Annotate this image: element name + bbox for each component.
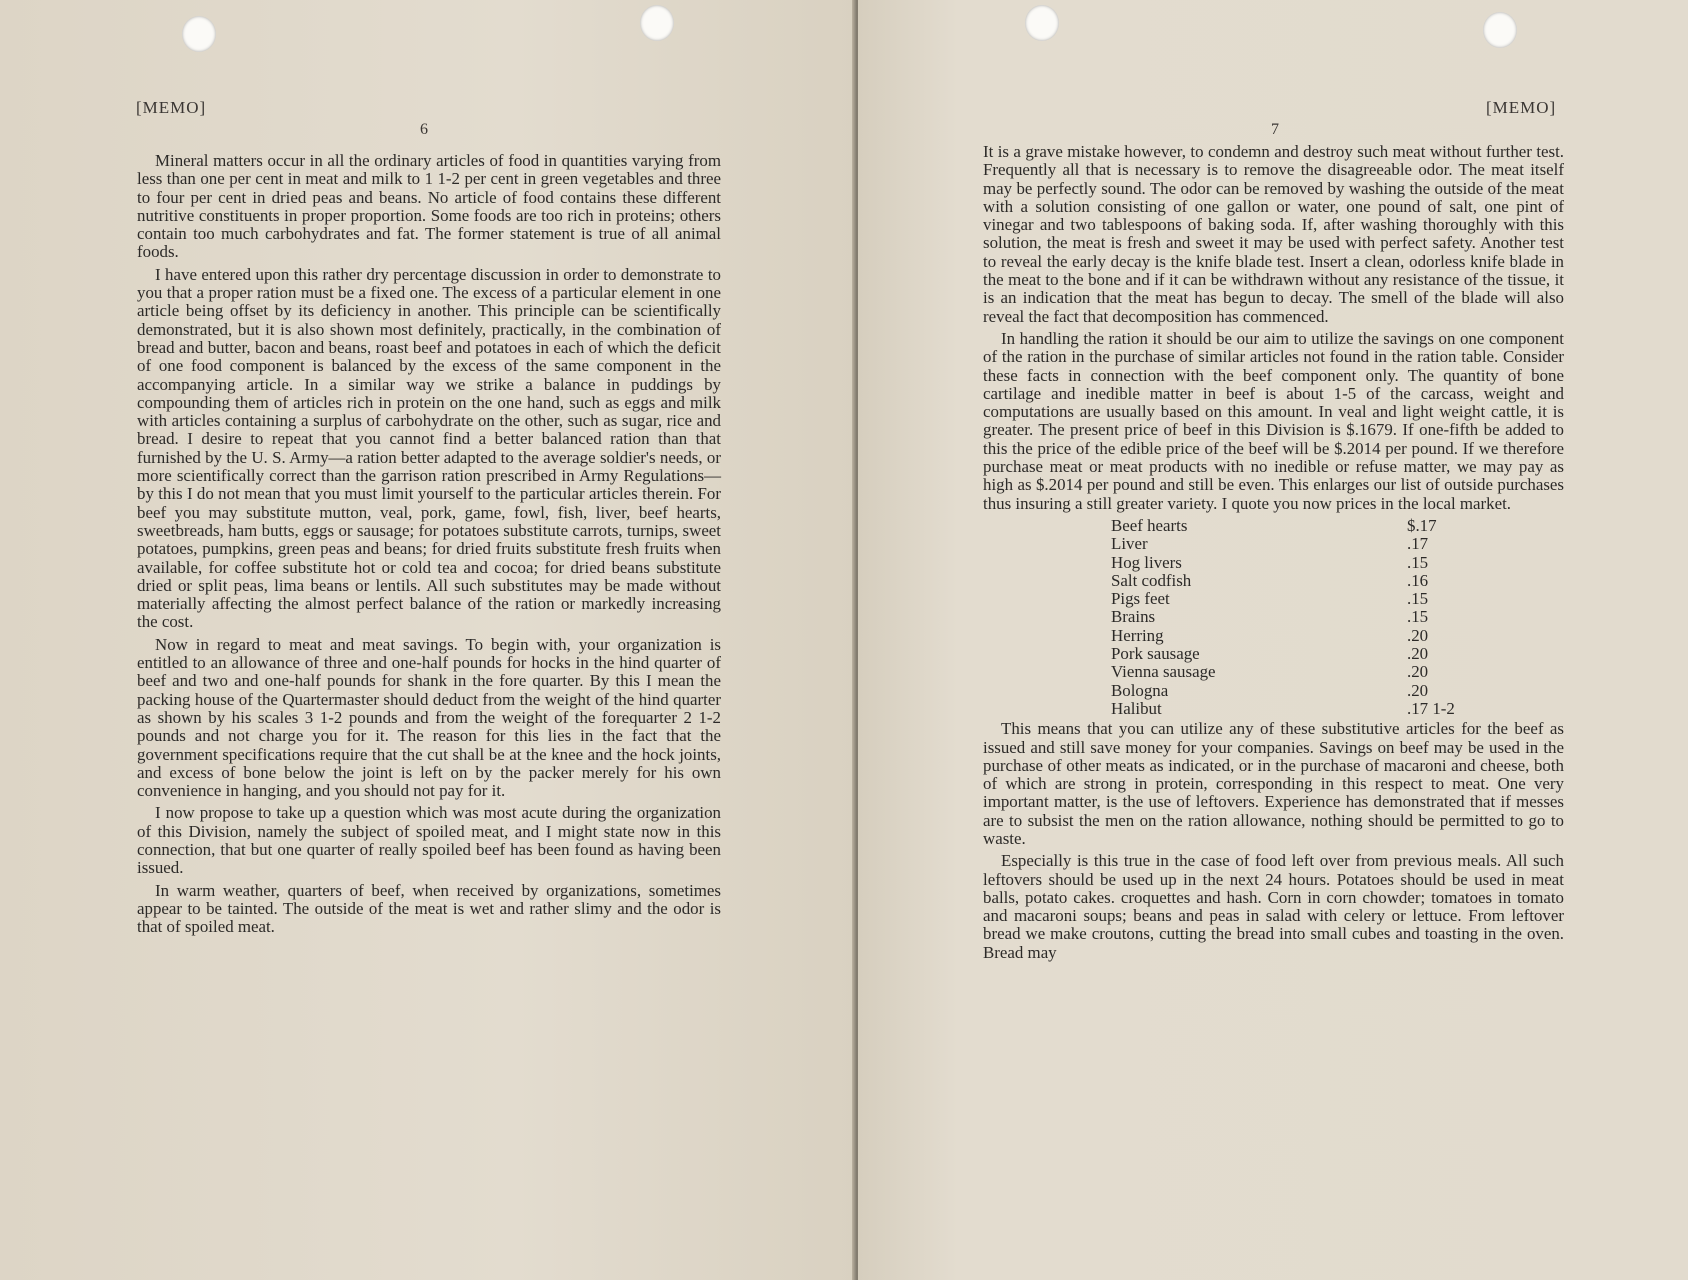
price-row — [1111, 554, 1455, 572]
page-number: 6 — [420, 121, 428, 138]
paragraph: In warm weather, quarters of beef, when received by organizations, sometimes appear to be tainted. The outside of the meat is wet and rather slimy and the odor is that of spoiled meat. — [137, 880, 721, 937]
price-value: .17 — [1407, 534, 1429, 554]
price-row — [1111, 663, 1455, 681]
punch-hole — [182, 16, 216, 52]
price-list — [1111, 517, 1455, 718]
price-value: .15 — [1407, 552, 1429, 572]
price-row — [1111, 645, 1455, 663]
price-row — [1111, 682, 1455, 700]
paragraph: Mineral matters occur in all the ordinary articles of food in quantities varying from less than one per cent in meat and milk to 1 1-2 per cent in green vegetables and three to four per cent in dried peas and beans. No article of food contains these different nutritive constituents in proper proportion. Some foods are too rich in proteins; others contain too much carbohydrates and fat. The former statement is true of all animal foods. — [137, 151, 721, 262]
paragraph: In handling the ration it should be our aim to utilize the savings on one component of the ration in the purchase of similar articles not found in the ration table. Consider these facts in connection with the beef component only. The quantity of bone cartilage and inedible matter in beef is about 1-5 of the carcass, weight and computations are usually based on this amount. In veal and light weight cattle, it is greater. The present price of beef in this Division is $.1679. If one-fifth be added to this the price of the edible price of the beef will be $.2014 per pound. If we therefore purchase meat or meat products with no inedible or refuse matter, we may pay as high as $.2014 per pound and still be even. This enlarges our list of outside purchases thus insuring a still greater variety. I quote you now prices in the local market. — [983, 328, 1564, 513]
left-body-text — [137, 152, 721, 940]
price-value: .20 — [1407, 662, 1429, 682]
price-value: .20 — [1407, 625, 1429, 645]
price-row — [1111, 572, 1455, 590]
punch-hole — [640, 5, 674, 41]
price-row — [1111, 590, 1455, 608]
price-row — [1111, 700, 1455, 718]
price-row — [1111, 517, 1455, 535]
paragraph: This means that you can utilize any of these substitutive articles for the beef as issued and still save money for your companies. Savings on beef may be used in the purchase of other meats as indicated, or in the purchase of macaroni and cheese, both of which are strong in protein, corresponding in this respect to meat. One very important matter, is the use of leftovers. Experience has demonstrated that if messes are to subsist the men on the ration allowance, nothing should be permitted to go to waste. — [983, 719, 1564, 848]
punch-hole — [1025, 5, 1059, 41]
paragraph: It is a grave mistake however, to condemn and destroy such meat without further test. Frequently all that is necessary is to remove the disagreeable odor. The meat itself may be perfectly sound. The odor can be removed by washing the outside of the meat with a solution consisting of one gallon or water, one pound of salt, one pint of vinegar and two tablespoons of baking soda. If, after washing thoroughly with this solution, the meat is fresh and sweet it may be used with perfect safety. Another test to reveal the early decay is the knife blade test. Insert a clean, odorless knife blade in the meat to the bone and if it can be withdrawn without any resistance of the tissue, it is an indication that the meat has begun to decay. The smell of the blade will also reveal the fact that decomposition has commenced. — [983, 142, 1564, 326]
price-item: Herring — [1111, 625, 1164, 645]
price-value: .16 — [1407, 570, 1429, 590]
page-number: 7 — [1271, 121, 1279, 138]
price-item: Liver — [1111, 534, 1148, 554]
paragraph: I now propose to take up a question which was most acute during the organization of this Division, namely the subject of spoiled meat, and I might state now in this connection, that but one quarter of really spoiled beef has been found as having been issued. — [137, 803, 721, 878]
paragraph: I have entered upon this rather dry percentage discussion in order to demonstrate to you that a proper ration must be a fixed one. The excess of a particular element in one article being offset by its deficiency in another. This principle can be scientifically demonstrated, but it is also shown most definitely, practically, in the combination of bread and butter, bacon and beans, roast beef and potatoes in each of which the deficit of one food component is balanced by the excess of the same component in the accompanying article. In a similar way we strike a balance in puddings by compounding them of articles rich in protein on the one hand, such as eggs and milk with articles containing a surplus of carbohydrate on the other, such as sugar, rice and bread. I desire to repeat that you cannot find a better balanced ration than that furnished by the U. S. Army—a ration better adapted to the average soldier's needs, or more scientifically correct than the garrison ration prescribed in Army Regulations—by this I do not mean that you must limit yourself to the particular articles therein. For beef you may substitute mutton, veal, pork, game, fowl, fish, liver, beef hearts, sweetbreads, ham butts, eggs or sausage; for potatoes substitute carrots, turnips, sweet potatoes, pumpkins, green peas and beans; for dried fruits substitute fresh fruits when available, for coffee substitute hot or cold tea and cocoa; for dried beans substitute dried or split peas, lima beans or lentils. All such substitutes may be made without materially affecting the almost perfect balance of the ration or markedly increasing the cost. — [137, 264, 721, 632]
price-row — [1111, 535, 1455, 553]
memo-header: [MEMO] — [1486, 98, 1557, 117]
price-item: Salt codfish — [1111, 570, 1192, 590]
price-value: .15 — [1407, 589, 1429, 609]
paragraph: Especially is this true in the case of food left over from previous meals. All such leftovers should be used up in the next 24 hours. Potatoes should be used in meat balls, potato cakes. croquettes and hash. Corn in corn chowder; tomatoes in tomato and macaroni soups; beans and peas in salad with celery or lettuce. From leftover bread we make croutons, cutting the bread into small cubes and toasting in the oven. Bread may — [983, 851, 1564, 962]
price-value: .17 1-2 — [1407, 698, 1455, 718]
memo-header: [MEMO] — [136, 98, 207, 117]
price-value: .20 — [1407, 644, 1429, 664]
price-item: Brains — [1111, 607, 1156, 627]
price-value: .20 — [1407, 680, 1429, 700]
price-item: Bologna — [1111, 680, 1169, 700]
price-item: Beef hearts — [1111, 515, 1188, 535]
price-item: Vienna sausage — [1111, 662, 1216, 682]
price-value: $.17 — [1407, 515, 1437, 535]
price-item: Pork sausage — [1111, 644, 1200, 664]
right-body-text — [983, 143, 1564, 966]
price-row — [1111, 627, 1455, 645]
punch-hole — [1483, 12, 1517, 48]
price-row — [1111, 608, 1455, 626]
price-item: Hog livers — [1111, 552, 1182, 572]
price-item: Halibut — [1111, 698, 1162, 718]
right-page — [858, 0, 1688, 1280]
price-item: Pigs feet — [1111, 589, 1170, 609]
price-value: .15 — [1407, 607, 1429, 627]
paragraph: Now in regard to meat and meat savings. To begin with, your organization is entitled to an allowance of three and one-half pounds for hocks in the hind quarter of beef and two and one-half pounds for shank in the fore quarter. By this I mean the packing house of the Quartermaster should deduct from the weight of the hind quarter as shown by his scales 3 1-2 pounds and from the weight of the forequarter 2 1-2 pounds and not charge you for it. The reason for this lies in the fact that the government specifications require that the cut shall be at the knee and the hock joints, and excess of bone below the joint is left on by the packer merely for his own convenience in hanging, and you should not pay for it. — [137, 634, 721, 801]
